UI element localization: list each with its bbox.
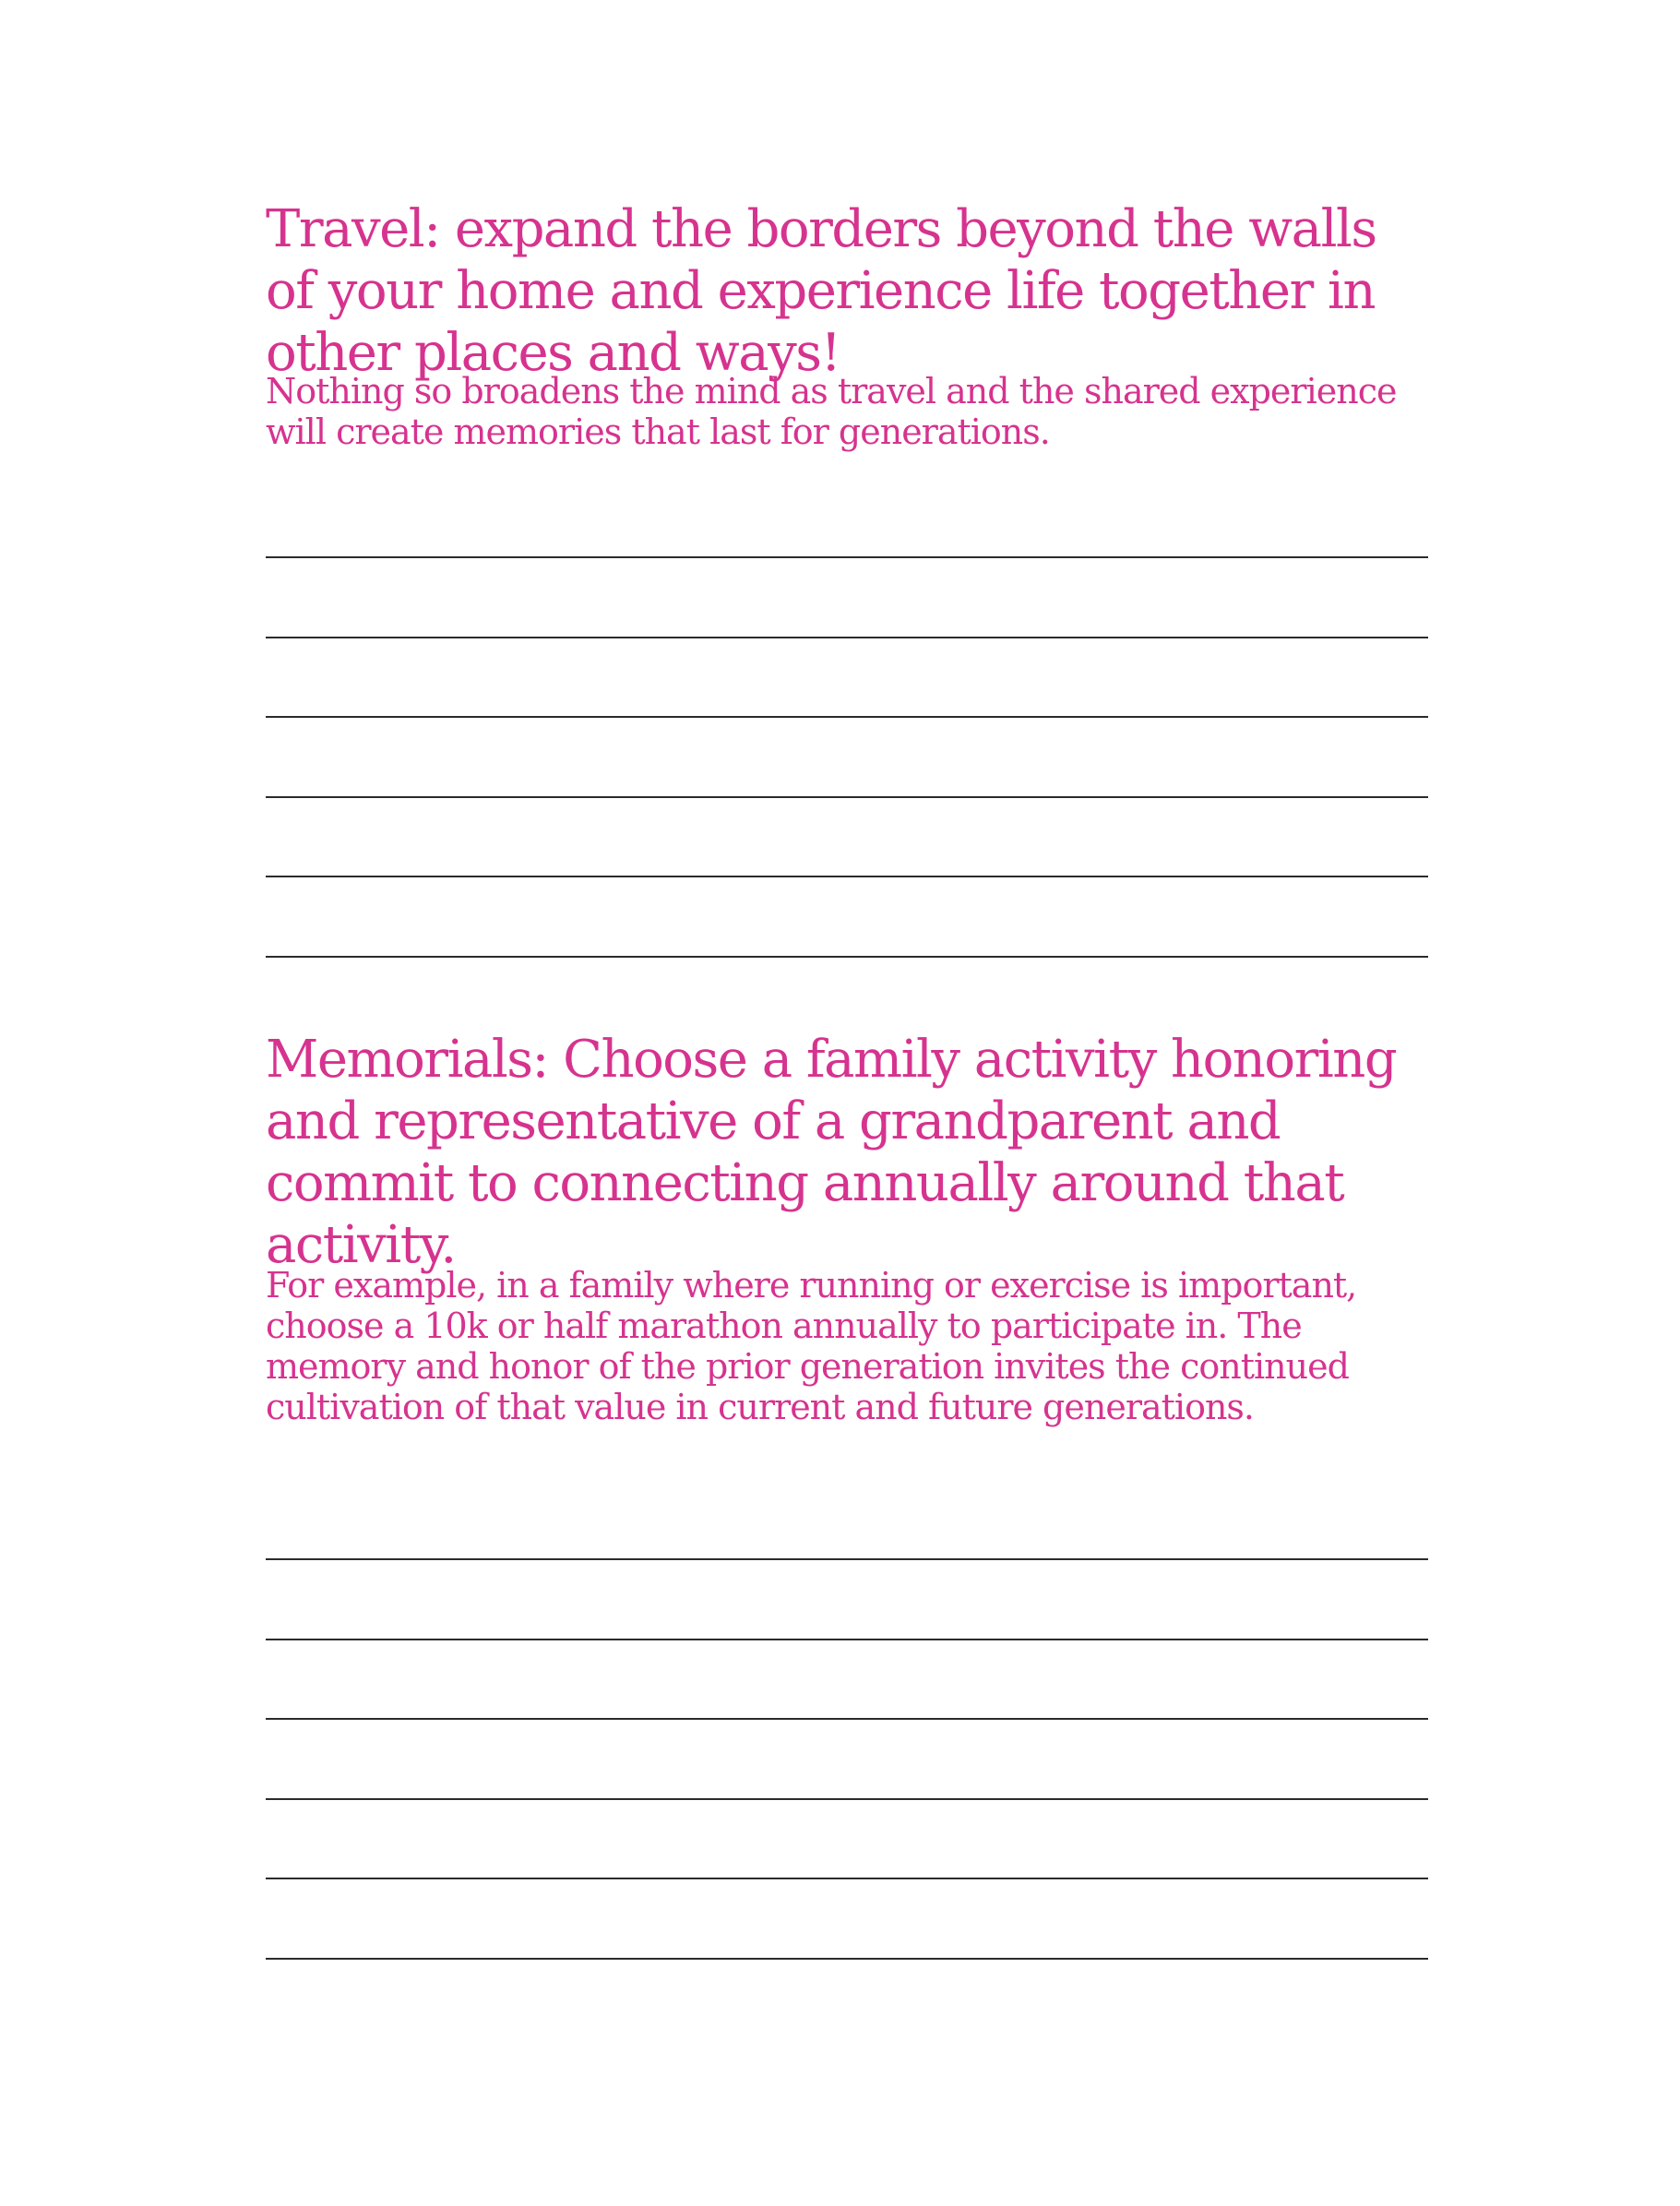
writing-line[interactable] (266, 796, 1428, 798)
memorials-heading: Memorials: Choose a family activity honoring and representative of a grandparent and commit to connecting annually around that activity. (266, 1030, 1397, 1275)
writing-line[interactable] (266, 1798, 1428, 1800)
travel-heading: Travel: expand the borders beyond the walls of your home and experience life together in other places and ways! (266, 199, 1376, 383)
writing-line[interactable] (266, 1878, 1428, 1879)
memorials-writing-lines (266, 1558, 1428, 2038)
memorials-description: For example, in a family where running or exercise is important, choose a 10k or half marathon annually to participate in. The memory and honor of the prior generation invites the continued cultivation of that value in current and future generations. (266, 1265, 1357, 1427)
writing-line[interactable] (266, 1558, 1428, 1560)
travel-writing-lines (266, 556, 1428, 1036)
writing-line[interactable] (266, 956, 1428, 958)
writing-line[interactable] (266, 1718, 1428, 1720)
writing-line[interactable] (266, 637, 1428, 638)
travel-description: Nothing so broadens the mind as travel and the shared experience will create memories that last for generations. (266, 371, 1397, 452)
writing-line[interactable] (266, 556, 1428, 558)
writing-line[interactable] (266, 876, 1428, 877)
writing-line[interactable] (266, 1639, 1428, 1640)
writing-line[interactable] (266, 716, 1428, 718)
writing-line[interactable] (266, 1958, 1428, 1960)
travel-section (266, 198, 1428, 452)
memorials-section (266, 1029, 1428, 1427)
